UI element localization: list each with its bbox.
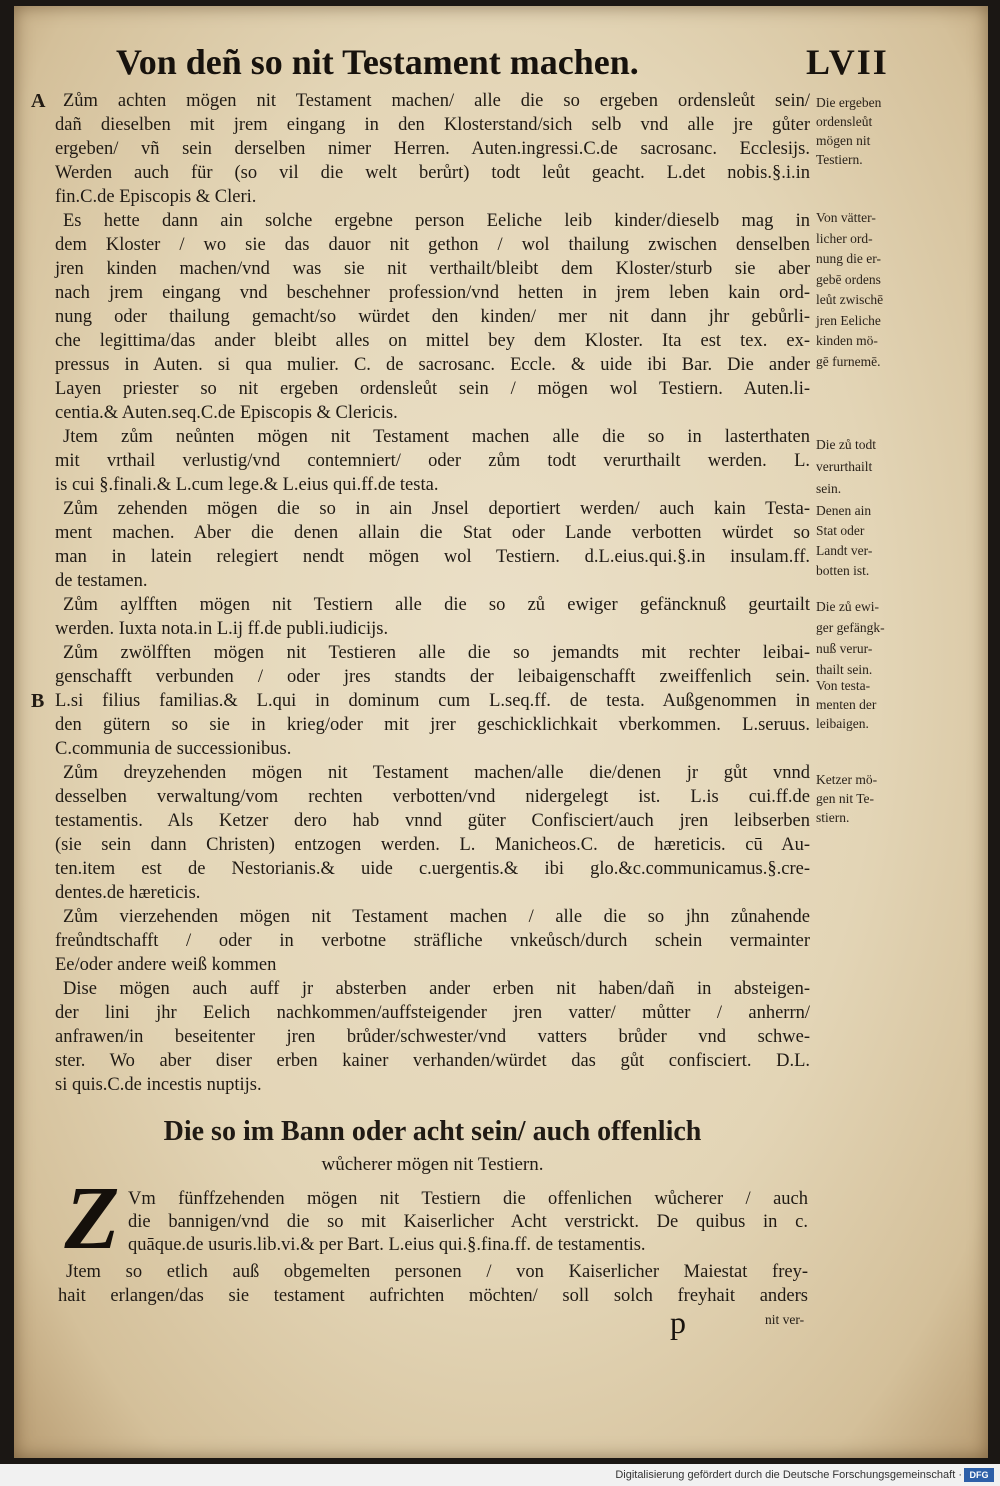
paragraph: [55, 497, 810, 593]
text-line: Zům zwölfften mögen nit Testieren alle die so jemandts mit rechter leibai-: [63, 643, 810, 663]
text-line: Es hette dann ain solche ergebne person Eeliche leib kinder/dieselb mag in: [63, 211, 810, 231]
marginal-note-line: kinden mö-: [816, 333, 878, 348]
text-line: man in latein relegiert nendt mögen wol Testiern. d.L.eius.qui.§.in insulam.ff.: [55, 547, 810, 567]
marginal-note-line: ordensleůt: [816, 114, 873, 129]
text-line: L.si filius familias.& L.qui in dominum cum L.seq.ff. de testa. Außgenommen in: [55, 691, 810, 711]
text-line: den gütern so sie in krieg/oder mit jrer geschicklichkait vberkommen. L.seruus.: [55, 715, 810, 735]
signature-mark: p: [670, 1304, 686, 1340]
text-line: Zům dreyzehenden mögen nit Testament machen/alle die/denen jr gůt vnnd: [63, 763, 810, 783]
text-line: Jtem zům neůnten mögen nit Testament machen alle die so in lasterthaten: [63, 427, 810, 447]
text-line: Dise mögen auch auff jr absterben ander erben nit haben/dañ in absteigen-: [63, 979, 810, 999]
text-line: de testamen.: [55, 571, 148, 591]
marginal-note-line: Die ergeben: [816, 95, 882, 110]
margin-letter-a: A: [31, 90, 46, 112]
marginal-note-line: nung die er-: [816, 251, 881, 266]
marginal-note: [816, 208, 916, 372]
text-line: pressus in Auten. si qua mulier. C. de sacrosanc. Eccle. & uide ibi Bar. Die ander: [55, 355, 810, 375]
marginal-note-line: Die zů todt: [816, 437, 876, 452]
folio-number: LVII: [806, 42, 889, 82]
text-line: freůndtschafft / oder in verbotne sträfliche vnkeůsch/durch schein vermainter: [55, 931, 810, 951]
section-paragraph: [58, 1260, 808, 1308]
text-line: jren kinden machen/vnd was sie nit verthailt/bleibt dem Kloster/sturb sie aber: [55, 259, 810, 279]
paragraph: [55, 905, 810, 977]
marginal-note-line: verurthailt: [816, 459, 873, 474]
marginal-note: [816, 501, 916, 581]
text-line: nach jrem eingang vnd beschehner profession/vnd hetten in jrem leben kain ord-: [55, 283, 810, 303]
text-line: Ee/oder andere weiß kommen: [55, 955, 277, 975]
text-line: Werden auch für (so vil die welt berůrt) todt leůt geacht. L.det nobis.§.i.in: [55, 163, 810, 183]
marginal-note-line: Landt ver-: [816, 543, 873, 558]
marginal-note: [816, 93, 916, 169]
marginal-note-line: stiern.: [816, 810, 850, 825]
marginal-note-line: botten ist.: [816, 563, 870, 578]
marginal-note-line: mögen nit: [816, 133, 871, 148]
marginal-note-line: gebē ordens: [816, 271, 881, 287]
text-line: C.communia de successionibus.: [55, 739, 292, 759]
text-line: quāque.de usuris.lib.vi.& per Bart. L.eius qui.§.fina.ff. de testamentis.: [128, 1235, 646, 1255]
section-paragraph: [128, 1188, 808, 1257]
text-line: Zům zehenden mögen die so in ain Jnsel deportiert werden/ auch kain Testa-: [63, 499, 810, 519]
text-line: Zům vierzehenden mögen nit Testament machen / alle die so jhn zůnahende: [63, 907, 810, 927]
marginal-note-line: ger gefängk-: [816, 620, 885, 635]
marginal-note-line: leůt zwischē: [816, 292, 884, 307]
text-line: dem Kloster / wo sie das dauor nit gethon / wol thailung zwischen denselben: [55, 235, 810, 255]
marginal-note: [816, 434, 916, 500]
drop-cap: Z: [64, 1169, 120, 1268]
text-line: anfrawen/in beseitenter jren brůder/schwester/vnd vatters brůder vnd schwe-: [55, 1027, 810, 1047]
text-line: dentes.de hæreticis.: [55, 883, 201, 903]
marginal-note-line: nuß verur-: [816, 641, 873, 656]
text-line: dañ dieselben mit jrem eingang in den Klosterstand/sich selb vnd alle jre gůter: [55, 115, 810, 135]
marginal-note: [816, 596, 916, 680]
marginal-note-line: Testiern.: [816, 152, 863, 167]
text-line: centia.& Auten.seq.C.de Episcopis & Clericis.: [55, 403, 398, 423]
marginal-note-line: Denen ain: [816, 503, 872, 518]
marginal-note-line: thailt sein.: [816, 662, 873, 677]
marginal-note-line: Stat oder: [816, 523, 865, 538]
footer-credit: Digitalisierung gefördert durch die Deutsche Forschungsgemeinschaft ·: [615, 1469, 962, 1481]
marginal-note-line: menten der: [816, 697, 877, 712]
paragraph: [55, 977, 810, 1097]
section-subheading: wůcherer mögen nit Testiern.: [321, 1154, 544, 1175]
text-line: fin.C.de Episcopis & Cleri.: [55, 187, 257, 207]
paragraph: [55, 425, 810, 497]
text-line: si quis.C.de incestis nuptijs.: [55, 1075, 262, 1095]
text-line: Zům aylfften mögen nit Testiern alle die so zů ewiger gefäncknuß geurtailt: [63, 595, 810, 615]
marginal-note-line: gen nit Te-: [816, 791, 875, 806]
text-line: mit vrthail verlustig/vnd contemniert/ oder zům todt verurthailt werden. L.: [55, 451, 810, 471]
text-line: die bannigen/vnd die so mit Kaiserlicher Acht verstrickt. De quibus in c.: [128, 1212, 808, 1232]
marginal-note-line: gē furnemē.: [816, 353, 881, 369]
text-line: der lini jhr Eelich nachkommen/auffsteigender jren vatter/ můtter / anherrn/: [55, 1003, 810, 1023]
paragraph: [55, 209, 810, 425]
marginal-note-line: Von testa-: [816, 678, 871, 693]
main-text-block: [55, 89, 810, 1097]
text-line: desselben verwaltung/vom rechten verbotten/vnd nidergelegt ist. L.is cui.ff.de: [55, 787, 810, 807]
text-line: genschafft verbunden / oder jres standts der leibaigenschafft zweiffenlich sein.: [55, 667, 810, 687]
text-line: Layen priester so nit ergeben ordensleůt sein / mögen wol Testiern. Auten.li-: [55, 379, 810, 399]
paragraph: [55, 593, 810, 641]
marginal-note-line: jren Eeliche: [816, 312, 881, 328]
marginal-note-line: leibaigen.: [816, 716, 869, 731]
text-line: is cui §.finali.& L.cum lege.& L.eius qui.ff.de testa.: [55, 475, 439, 495]
text-line: ergeben/ vñ sein derselben nimer Herren. Auten.ingressi.C.de sacrosanc. Ecclesijs.: [55, 139, 810, 159]
marginal-note-line: licher ord-: [816, 230, 873, 246]
marginal-note: [816, 676, 916, 733]
text-line: (sie sein dann Christen) entzogen werden. L. Manicheos.C. de hæreticis. cū Au-: [55, 835, 810, 855]
text-line: testamentis. Als Ketzer dero hab vnnd güter Confisciert/auch jren leibserben: [55, 811, 810, 831]
text-line: werden. Iuxta nota.in L.ij ff.de publi.iudicijs.: [55, 619, 389, 639]
text-line: nung oder thailung gemacht/so würdet den kinden/ mer nit dann jhr gebůrli-: [55, 307, 810, 327]
text-line: ster. Wo aber diser erben kainer verhanden/würdet das gůt confisciert. D.L.: [55, 1051, 810, 1071]
marginal-note: [816, 770, 916, 827]
running-title: Von deñ so nit Testament machen.: [116, 42, 639, 82]
paragraph: [55, 761, 810, 905]
text-line: Jtem so etlich auß obgemelten personen / von Kaiserlicher Maiestat frey-: [66, 1262, 808, 1282]
margin-letter-b: B: [31, 690, 45, 712]
paragraph: [58, 1260, 808, 1308]
text-line: ten.item est de Nestorianis.& uide c.uergentis.& ibi glo.&c.communicamus.§.cre-: [55, 859, 810, 879]
marginal-note-line: Die zů ewi-: [816, 599, 879, 614]
section-heading: Die so im Bann oder acht sein/ auch offenlich: [163, 1116, 702, 1147]
paragraph: [128, 1188, 808, 1257]
text-line: Zům achten mögen nit Testament machen/ alle die so ergeben ordensleůt sein/: [63, 91, 810, 111]
marginal-note-line: Von vätter-: [816, 210, 876, 225]
text-line: Vm fünffzehenden mögen nit Testiern die offenlichen wůcherer / auch: [128, 1189, 808, 1209]
dfg-logo-icon: DFG: [964, 1468, 994, 1482]
footer-bar: [0, 1464, 1000, 1486]
text-line: ment machen. Aber die denen allain die Stat oder Lande verbotten würdet so: [55, 523, 810, 543]
text-line: hait erlangen/das sie testament aufrichten möchten/ soll solch freyhait anders: [58, 1286, 808, 1306]
marginal-note-line: sein.: [816, 481, 842, 496]
catchword: nit ver-: [765, 1312, 805, 1327]
marginal-note-line: Ketzer mö-: [816, 772, 878, 787]
paragraph: [55, 641, 810, 761]
paragraph: [55, 89, 810, 209]
text-line: che legittima/das ander bleibt alles on mittel bey dem Kloster. Ita est tex. ex-: [55, 331, 810, 351]
